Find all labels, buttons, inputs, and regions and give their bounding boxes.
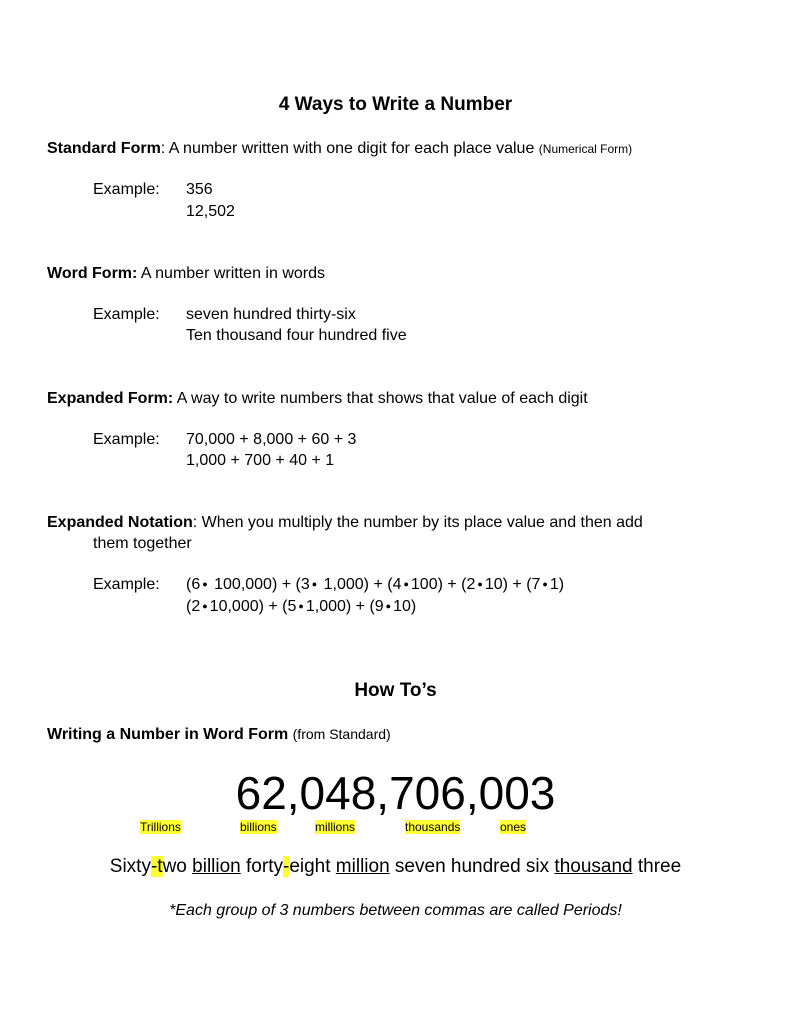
notation-example-label: Example: — [93, 576, 160, 593]
sentence-part: seven hundred six — [389, 856, 555, 877]
multiply-dot-icon: ● — [403, 579, 409, 589]
sentence-part: Sixty — [109, 856, 151, 877]
sentence-hyphen-highlight: - — [282, 856, 290, 877]
sentence-hyphen-highlight: -t — [150, 856, 163, 877]
expanded-notation-definition-cont: them together — [93, 535, 192, 552]
multiply-dot-icon: ● — [202, 601, 208, 611]
notation-example-1 — [186, 576, 564, 594]
expanded-notation-definition — [47, 514, 643, 532]
expanded-notation-term: Expanded Notation — [47, 514, 193, 531]
period-label-ones: ones — [500, 820, 527, 834]
period-label-thousands: thousands — [405, 820, 461, 834]
standard-form-definition — [47, 140, 632, 158]
notation-2-part: 10) — [393, 598, 417, 615]
multiply-dot-icon: ● — [202, 579, 208, 589]
expanded-notation-text: : When you multiply the number by its place value and then add — [192, 514, 643, 531]
expanded-form-text: A way to write numbers that shows that value of each digit — [173, 390, 588, 407]
expanded-example-label: Example: — [93, 431, 160, 448]
word-example-label: Example: — [93, 306, 160, 323]
page-title: 4 Ways to Write a Number — [278, 94, 513, 115]
period-label-trillions: Trillions — [140, 820, 181, 834]
multiply-dot-icon: ● — [385, 601, 392, 611]
multiply-dot-icon: ● — [311, 579, 318, 589]
notation-1-part: 100,000) + (3 — [209, 576, 310, 593]
multiply-dot-icon: ● — [542, 579, 548, 589]
standard-example-2: 12,502 — [186, 203, 235, 220]
word-form-text: A number written in words — [137, 265, 325, 282]
howto-subheading — [47, 726, 391, 744]
howto-subheading-text: Writing a Number in Word Form — [47, 726, 289, 743]
expanded-example-2: 1,000 + 700 + 40 + 1 — [186, 452, 335, 469]
word-form-definition — [47, 265, 325, 283]
sentence-part: wo — [162, 856, 193, 877]
expanded-form-term: Expanded Form: — [47, 390, 174, 407]
expanded-form-definition — [47, 390, 588, 408]
big-number: 62,048,706,003 — [235, 767, 556, 819]
multiply-dot-icon: ● — [477, 579, 483, 589]
sentence-part: three — [632, 856, 682, 877]
sentence-period-word: million — [335, 856, 390, 877]
notation-1-part: 100) + (2 — [410, 576, 476, 593]
howto-heading: How To’s — [354, 680, 437, 701]
standard-form-aside: (Numerical Form) — [538, 142, 633, 156]
sentence-part: eight — [289, 856, 336, 877]
standard-example-1: 356 — [186, 181, 213, 198]
word-form-term: Word Form: — [47, 265, 138, 282]
period-label-millions: millions — [315, 820, 356, 834]
standard-form-text: : A number written with one digit for each place value — [160, 140, 535, 157]
notation-2-part: (2 — [186, 598, 201, 615]
howto-subheading-aside: (from Standard) — [292, 726, 391, 742]
notation-1-part: 10) + (7 — [484, 576, 541, 593]
word-example-2: Ten thousand four hundred five — [186, 327, 407, 344]
notation-2-part: 10,000) + (5 — [209, 598, 297, 615]
period-label-billions: billions — [240, 820, 277, 834]
notation-2-part: 1,000) + (9 — [305, 598, 384, 615]
periods-note: *Each group of 3 numbers between commas are called Periods! — [169, 902, 622, 919]
sentence-period-word: thousand — [554, 856, 633, 877]
expanded-example-1: 70,000 + 8,000 + 60 + 3 — [186, 431, 357, 448]
word-example-1: seven hundred thirty-six — [186, 306, 356, 323]
notation-1-part: 1) — [549, 576, 565, 593]
notation-1-part: (6 — [186, 576, 201, 593]
standard-example-label: Example: — [93, 181, 160, 198]
sentence-period-word: billion — [192, 856, 241, 877]
standard-form-term: Standard Form — [47, 140, 161, 157]
notation-example-2 — [186, 598, 416, 616]
multiply-dot-icon: ● — [298, 601, 304, 611]
word-form-sentence — [0, 856, 791, 878]
notation-1-part: 1,000) + (4 — [319, 576, 402, 593]
sentence-part: forty — [240, 856, 283, 877]
